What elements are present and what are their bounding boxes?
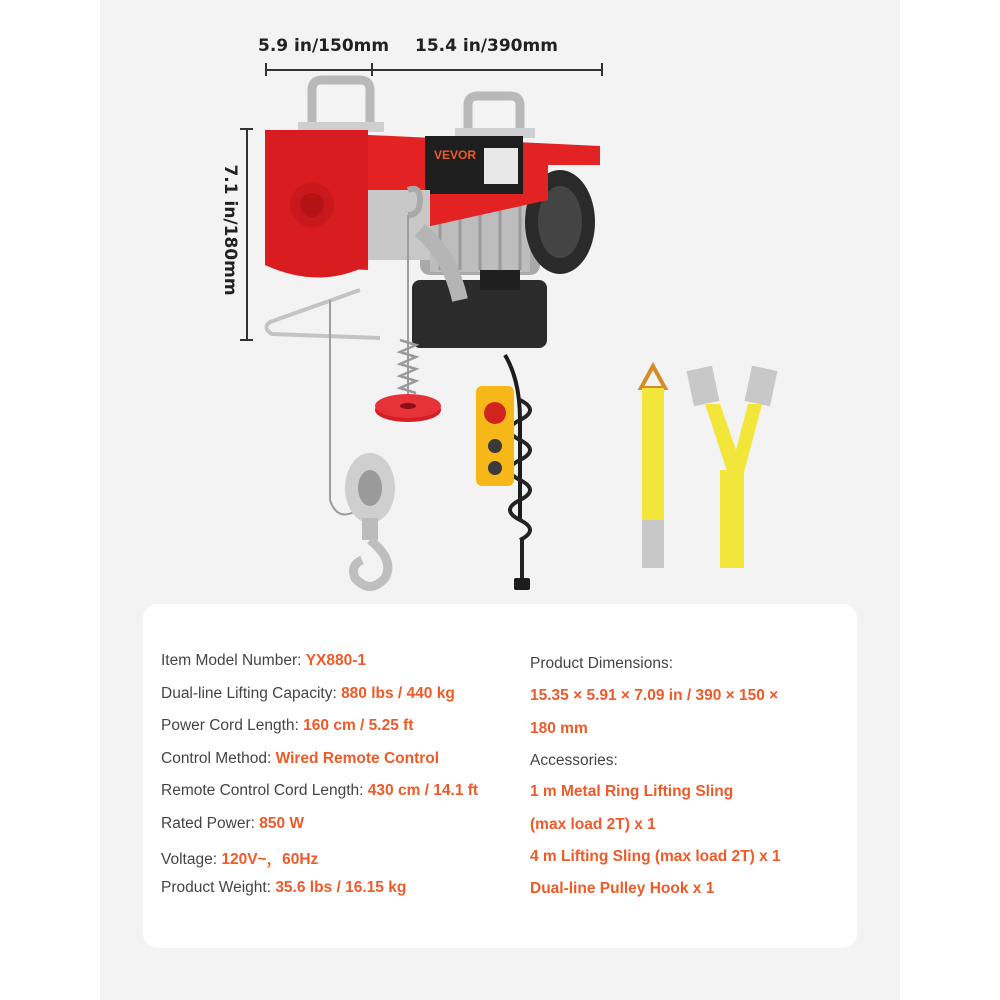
- spec-dimensions-value-line2: 180 mm: [530, 720, 588, 737]
- mounting-bracket-right: [455, 96, 535, 138]
- dimension-width-large: 15.4 in/390mm: [415, 36, 558, 56]
- spec-label: Voltage:: [161, 851, 222, 868]
- spec-value: YX880-1: [305, 652, 367, 669]
- accessory-item: Dual-line Pulley Hook x 1: [530, 880, 715, 897]
- spec-remote-cord: [161, 782, 478, 800]
- dimension-width-small: 5.9 in/150mm: [258, 36, 390, 56]
- spec-label: Dual-line Lifting Capacity:: [161, 685, 342, 702]
- spec-value: 160 cm / 5.25 ft: [303, 717, 414, 734]
- spec-label: Rated Power:: [161, 815, 260, 832]
- limit-disc: [375, 394, 441, 422]
- spec-dimensions-value-line1: 15.35 × 5.91 × 7.09 in / 390 × 150 ×: [530, 687, 779, 704]
- spec-value: 850 W: [259, 815, 305, 832]
- accessory-item: 1 m Metal Ring Lifting Sling: [530, 783, 734, 800]
- accessory-item: 4 m Lifting Sling (max load 2T) x 1: [530, 848, 781, 865]
- spec-model: [161, 652, 366, 670]
- spec-accessories-label: Accessories:: [530, 752, 618, 769]
- spec-control-method: [161, 750, 439, 768]
- brand-logo: VEVOR: [434, 148, 477, 162]
- dimension-height: 7.1 in/180mm: [220, 164, 240, 296]
- spec-value: 120V~，60Hz: [221, 851, 319, 868]
- spec-value: 880 lbs / 440 kg: [341, 685, 455, 702]
- control-box: [412, 270, 547, 348]
- spec-label: Product Weight:: [161, 879, 276, 896]
- pulley-hook: [345, 453, 395, 587]
- spec-label: Power Cord Length:: [161, 717, 304, 734]
- lifting-sling: [687, 366, 778, 568]
- accessory-item: (max load 2T) x 1: [530, 816, 656, 833]
- spec-value: Wired Remote Control: [275, 750, 440, 767]
- spec-weight: [161, 879, 406, 897]
- spec-voltage: [161, 847, 318, 869]
- remote-pendant: [476, 355, 530, 590]
- mounting-bracket-left: [298, 80, 384, 132]
- spec-power-cord: [161, 717, 413, 735]
- spec-label: Item Model Number:: [161, 652, 306, 669]
- spec-rated-power: [161, 815, 304, 833]
- spec-value: 35.6 lbs / 16.15 kg: [275, 879, 407, 896]
- spec-capacity: [161, 685, 455, 703]
- spec-dimensions-label: Product Dimensions:: [530, 655, 674, 672]
- spec-label: Remote Control Cord Length:: [161, 782, 368, 799]
- spec-label: Control Method:: [161, 750, 276, 767]
- side-handle: [266, 290, 380, 338]
- spec-value: 430 cm / 14.1 ft: [367, 782, 479, 799]
- metal-ring-sling: [641, 366, 665, 568]
